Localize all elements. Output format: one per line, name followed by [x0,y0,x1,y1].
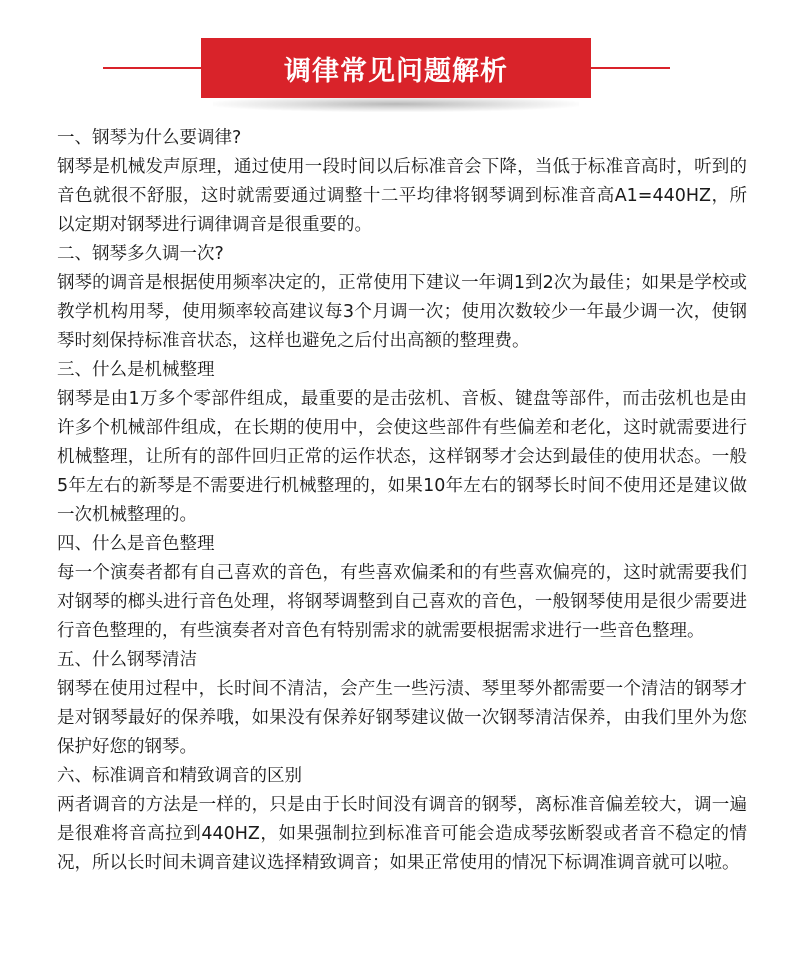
title-shadow [213,96,579,112]
faq-section [57,124,747,240]
faq-question: 四、什么是音色整理 [57,534,215,554]
title-box [201,38,591,98]
header-left-rule [103,67,201,69]
faq-answer: 钢琴的调音是根据使用频率决定的，正常使用下建议一年调1到2次为最佳；如果是学校或教学机构用琴，使用频率较高建议每3个月调一次；使用次数较少一年最少调一次，使钢琴时刻保持标准音状态，这样也避免之后付出高额的整理费。 [57,273,747,351]
page-title: 调律常见问题解析 [284,55,508,87]
header-right-rule [590,67,670,69]
faq-question: 三、什么是机械整理 [57,360,215,380]
faq-content [57,124,747,878]
faq-section [57,356,747,530]
faq-answer: 钢琴是由1万多个零部件组成，最重要的是击弦机、音板、键盘等部件，而击弦机也是由许多个机械部件组成，在长期的使用中，会使这些部件有些偏差和老化，这时就需要进行机械整理，让所有的部件回归正常的运作状态，这样钢琴才会达到最佳的使用状态。一般5年左右的新琴是不需要进行机械整理的，如果10年左右的钢琴长时间不使用还是建议做一次机械整理的。 [57,389,747,525]
faq-question: 一、钢琴为什么要调律? [57,128,242,148]
faq-section [57,762,747,878]
faq-section [57,240,747,356]
header-banner [0,0,790,120]
faq-section [57,646,747,762]
faq-answer: 两者调音的方法是一样的，只是由于长时间没有调音的钢琴，离标准音偏差较大，调一遍是很难将音高拉到440HZ，如果强制拉到标准音可能会造成琴弦断裂或者音不稳定的情况，所以长时间未调音建议选择精致调音；如果正常使用的情况下标调准调音就可以啦。 [57,795,747,873]
faq-answer: 钢琴在使用过程中，长时间不清洁，会产生一些污渍、琴里琴外都需要一个清洁的钢琴才是对钢琴最好的保养哦，如果没有保养好钢琴建议做一次钢琴清洁保养，由我们里外为您保护好您的钢琴。 [57,679,747,757]
faq-answer: 每一个演奏者都有自己喜欢的音色，有些喜欢偏柔和的有些喜欢偏亮的，这时就需要我们对钢琴的榔头进行音色处理，将钢琴调整到自己喜欢的音色，一般钢琴使用是很少需要进行音色整理的，有些演奏者对音色有特别需求的就需要根据需求进行一些音色整理。 [57,563,747,641]
faq-question: 二、钢琴多久调一次? [57,244,224,264]
faq-section [57,530,747,646]
faq-answer: 钢琴是机械发声原理，通过使用一段时间以后标准音会下降，当低于标准音高时，听到的音色就很不舒服，这时就需要通过调整十二平均律将钢琴调到标准音高A1=440HZ，所以定期对钢琴进行调律调音是很重要的。 [57,157,747,235]
faq-question: 六、标准调音和精致调音的区别 [57,766,302,786]
faq-question: 五、什么钢琴清洁 [57,650,197,670]
